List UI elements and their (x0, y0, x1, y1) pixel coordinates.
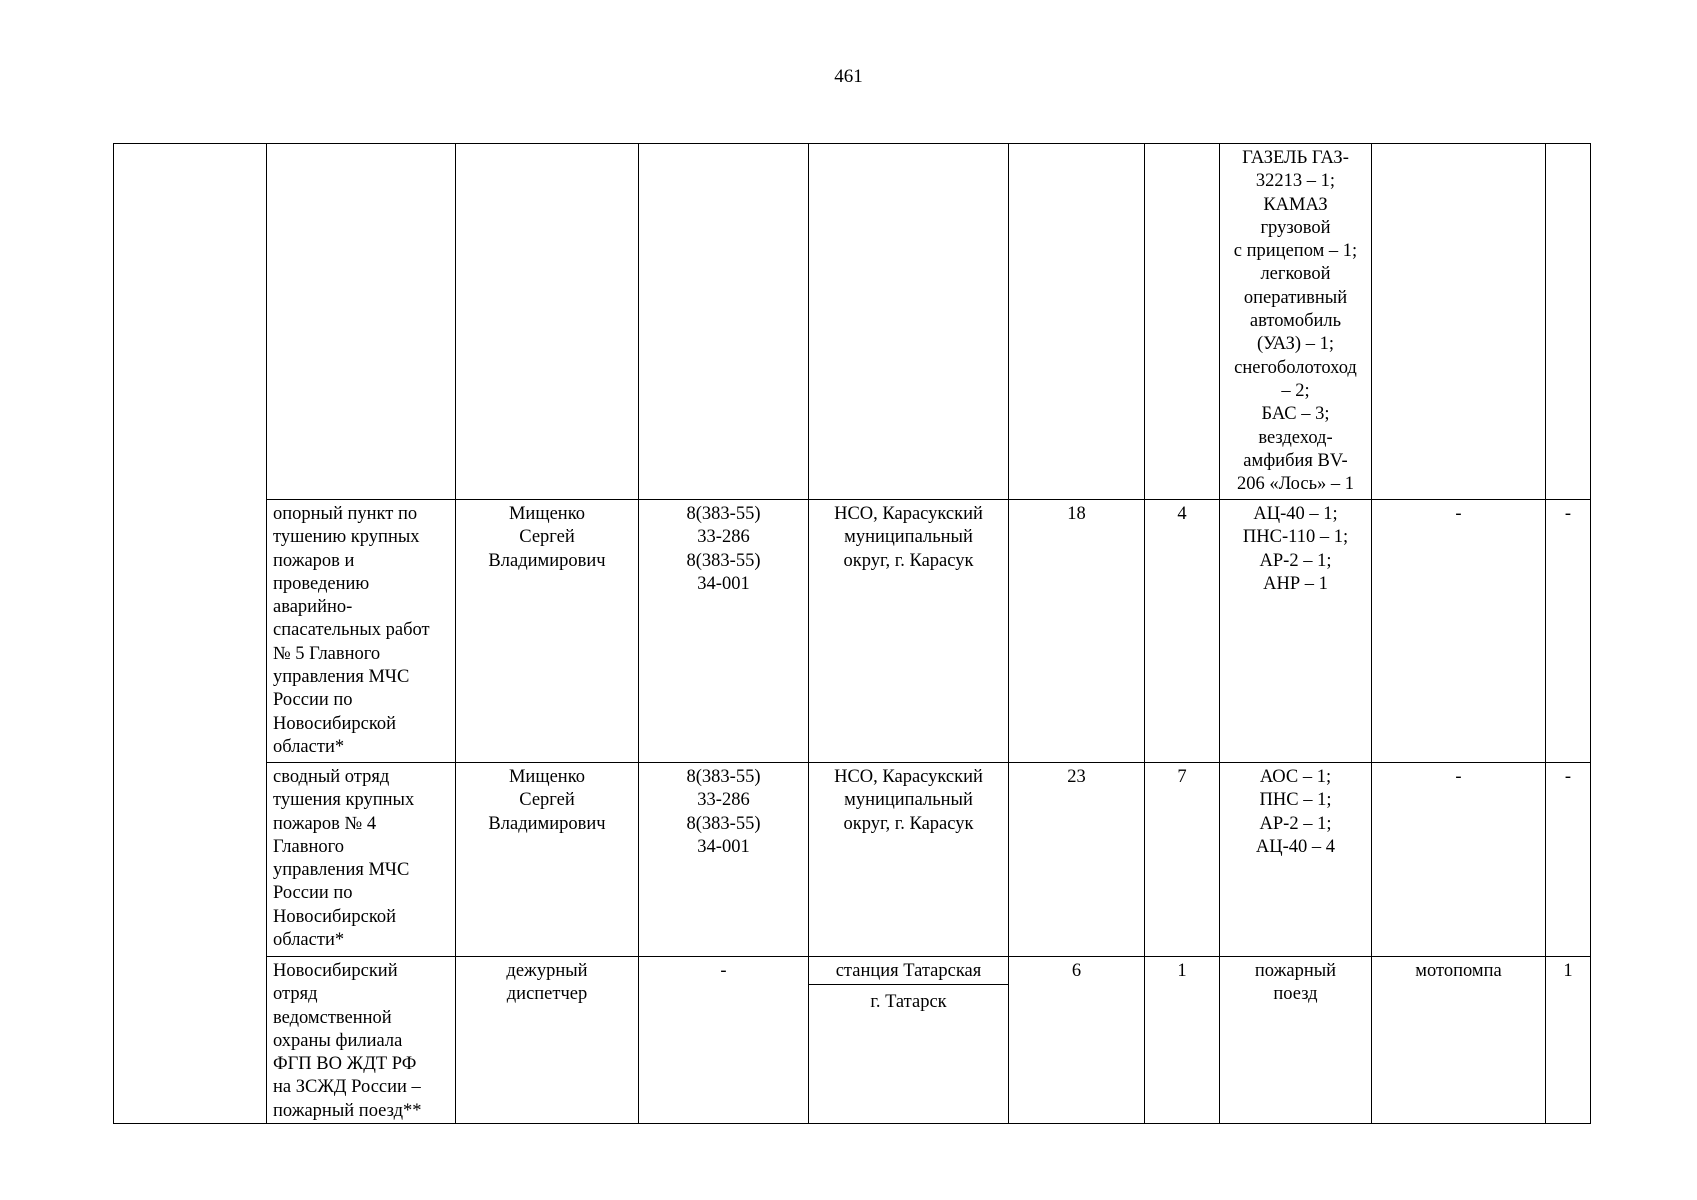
vehicle-line: грузовой (1260, 217, 1331, 238)
count-cell: - (1546, 500, 1591, 763)
vehicle-line: АЦ-40 – 1; (1253, 504, 1338, 524)
vehicle-line: АОС – 1; (1259, 767, 1332, 787)
leading-empty-cell (114, 144, 267, 1124)
vehicle-line: 206 «Лось» – 1 (1236, 474, 1355, 495)
phone-line: 33-286 (697, 790, 750, 811)
unit-name-line: управления МЧС (273, 667, 410, 688)
unit-name-line: № 5 Главного (273, 643, 381, 664)
vehicle-line: – 2; (1281, 380, 1310, 401)
address-line: округ, г. Карасук (843, 550, 974, 571)
vehicles-cell (1220, 957, 1372, 1124)
address-cell (809, 957, 1009, 1124)
address-station: станция Татарская (809, 957, 1008, 985)
address-cell (809, 500, 1009, 763)
phone-cell (639, 957, 809, 1124)
table-row (114, 144, 1591, 500)
unit-name-line: России по (273, 883, 353, 904)
phone-cell (639, 763, 809, 957)
staff-cell: 18 (1009, 500, 1145, 763)
unit-name-line: охраны филиала (273, 1030, 403, 1051)
units-cell (1145, 144, 1220, 500)
head-cell (456, 763, 639, 957)
head-line: дежурный (506, 961, 588, 981)
page-number: 461 (834, 66, 863, 87)
unit-name-line: сводный отряд (273, 767, 390, 787)
unit-name-line: опорный пункт по (273, 504, 418, 524)
staff-cell: 6 (1009, 957, 1145, 1124)
staff-cell: 23 (1009, 763, 1145, 957)
unit-name-line: пожарный поезд** (273, 1100, 422, 1121)
vehicle-line: амфибия BV- (1243, 450, 1348, 471)
phone-line: 34-001 (697, 573, 750, 594)
unit-name-line: спасательных работ (273, 620, 430, 641)
phone-line: 34-001 (697, 836, 750, 857)
other-equipment-cell (1372, 144, 1546, 500)
phone-line: 8(383-55) (686, 504, 761, 524)
vehicle-line: АР-2 – 1; (1259, 813, 1332, 834)
address-line: НСО, Карасукский (834, 767, 983, 787)
unit-name-line: Главного (273, 836, 345, 857)
phone-cell (639, 500, 809, 763)
head-line: Мищенко (508, 767, 585, 787)
unit-name-line: отряд (273, 984, 318, 1005)
unit-name-line: проведению (273, 573, 370, 594)
equipment-table (113, 143, 1591, 1124)
unit-name-line: области* (273, 930, 345, 951)
unit-name-line: пожаров и (273, 550, 355, 571)
head-cell (456, 144, 639, 500)
unit-name-line: тушению крупных (273, 527, 420, 548)
head-line: Мищенко (508, 504, 585, 524)
other-equipment-cell: мотопомпа (1372, 957, 1546, 1124)
count-cell: - (1546, 763, 1591, 957)
vehicle-line: пожарный (1254, 961, 1337, 981)
phone-line: 8(383-55) (686, 813, 761, 834)
unit-name-line: Новосибирский (273, 961, 398, 981)
unit-name-cell (267, 144, 456, 500)
unit-name-line: ведомственной (273, 1007, 392, 1028)
unit-name-line: тушения крупных (273, 790, 415, 811)
unit-name-line: управления МЧС (273, 860, 410, 881)
head-cell (456, 500, 639, 763)
count-cell (1546, 144, 1591, 500)
vehicle-line: БАС – 3; (1261, 404, 1330, 425)
head-line: Владимирович (488, 550, 606, 571)
vehicle-line: ГАЗЕЛЬ ГАЗ- (1242, 148, 1349, 168)
head-line: Сергей (519, 527, 575, 548)
address-city: г. Татарск (870, 992, 947, 1013)
phone-line: - (720, 961, 727, 981)
address-line: муниципальный (844, 790, 973, 811)
head-line: диспетчер (506, 984, 588, 1005)
address-line: округ, г. Карасук (843, 813, 974, 834)
other-equipment-cell: - (1372, 500, 1546, 763)
units-cell: 4 (1145, 500, 1220, 763)
other-equipment-cell: - (1372, 763, 1546, 957)
vehicle-line: легковой (1260, 264, 1331, 285)
unit-name-cell (267, 957, 456, 1124)
table-row (114, 500, 1591, 763)
unit-name-line: Новосибирской (273, 713, 397, 734)
address-line: муниципальный (844, 527, 973, 548)
phone-line: 33-286 (697, 527, 750, 548)
units-cell: 1 (1145, 957, 1220, 1124)
vehicle-line: ПНС – 1; (1259, 790, 1332, 811)
vehicle-line: с прицепом – 1; (1233, 241, 1358, 262)
vehicle-line: АР-2 – 1; (1259, 550, 1332, 571)
vehicle-line: автомобиль (1249, 311, 1342, 332)
vehicles-cell (1220, 144, 1372, 500)
vehicles-cell (1220, 500, 1372, 763)
phone-line: 8(383-55) (686, 767, 761, 787)
vehicle-line: КАМАЗ (1263, 194, 1328, 215)
vehicle-line: АНР – 1 (1263, 573, 1328, 594)
table-row (114, 763, 1591, 957)
head-line: Сергей (519, 790, 575, 811)
unit-name-line: аварийно- (273, 597, 353, 618)
vehicle-line: ПНС-110 – 1; (1242, 527, 1349, 548)
vehicle-line: 32213 – 1; (1255, 171, 1336, 192)
unit-name-cell (267, 763, 456, 957)
address-line: НСО, Карасукский (834, 504, 983, 524)
unit-name-line: Новосибирской (273, 906, 397, 927)
phone-cell (639, 144, 809, 500)
staff-cell (1009, 144, 1145, 500)
vehicle-line: вездеход- (1258, 427, 1333, 448)
units-cell: 7 (1145, 763, 1220, 957)
address-cell (809, 763, 1009, 957)
phone-line: 8(383-55) (686, 550, 761, 571)
unit-name-line: пожаров № 4 (273, 813, 377, 834)
vehicle-line: оперативный (1243, 287, 1348, 308)
vehicle-line: снегоболотоход (1234, 357, 1357, 378)
vehicle-line: (УАЗ) – 1; (1257, 334, 1334, 355)
address-cell (809, 144, 1009, 500)
unit-name-line: ФГП ВО ЖДТ РФ (273, 1054, 417, 1075)
unit-name-line: России по (273, 690, 353, 711)
unit-name-cell (267, 500, 456, 763)
vehicles-cell (1220, 763, 1372, 957)
vehicle-line: АЦ-40 – 4 (1255, 836, 1336, 857)
head-cell (456, 957, 639, 1124)
head-line: Владимирович (488, 813, 606, 834)
vehicle-line: поезд (1273, 984, 1318, 1005)
unit-name-line: на ЗСЖД России – (273, 1077, 421, 1098)
unit-name-line: области* (273, 736, 345, 757)
count-cell: 1 (1546, 957, 1591, 1124)
table-row (114, 957, 1591, 1124)
